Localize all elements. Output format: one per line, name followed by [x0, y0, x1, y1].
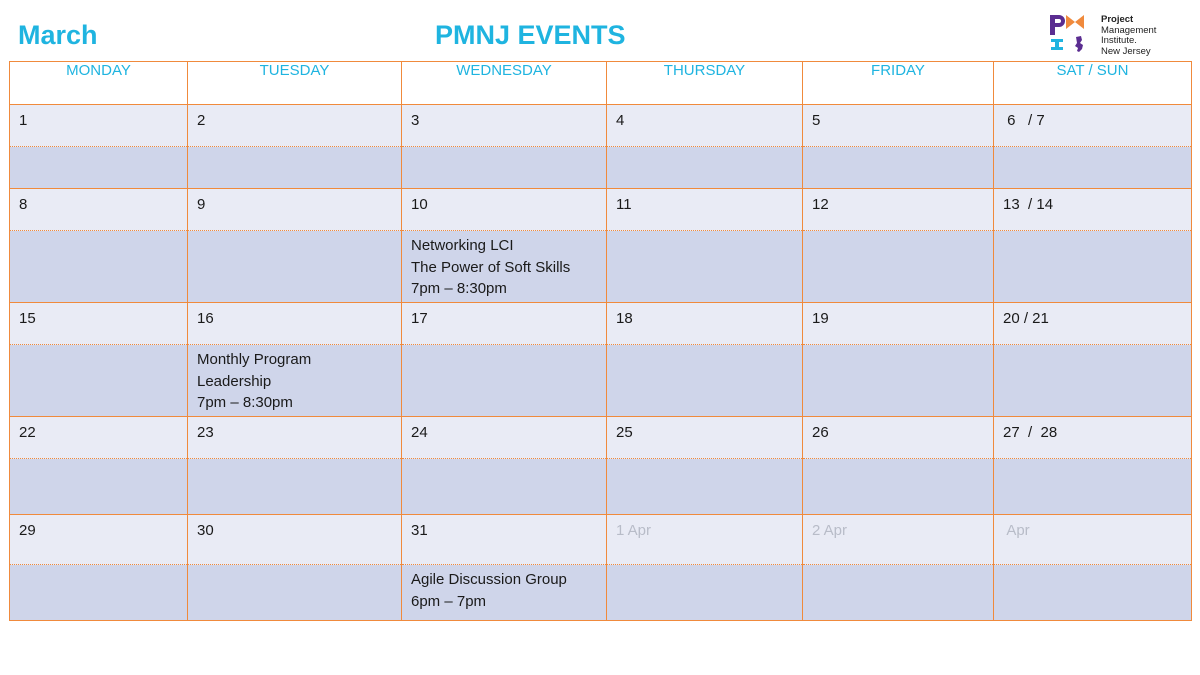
event-cell: [607, 345, 803, 417]
date-cell: 20 / 21: [994, 303, 1192, 345]
date-cell: 19: [803, 303, 994, 345]
date-cell: 25: [607, 417, 803, 459]
event-cell: [803, 565, 994, 621]
date-cell: 12: [803, 189, 994, 231]
event-cell: [803, 459, 994, 515]
event-cell: [803, 345, 994, 417]
date-cell: 15: [10, 303, 188, 345]
event-cell: [994, 231, 1192, 303]
event-subtitle: Leadership: [197, 372, 272, 390]
event-cell: [402, 231, 607, 303]
date-cell: 8: [10, 189, 188, 231]
logo-line: New Jersey: [1101, 45, 1151, 57]
date-cell: 31: [402, 515, 607, 565]
week-5-events: [10, 565, 1192, 621]
week-2-dates: [10, 189, 1192, 231]
event-cell: [402, 147, 607, 189]
weekday-header: TUESDAY: [188, 62, 402, 105]
event-cell: [607, 459, 803, 515]
calendar-grid: [9, 61, 1192, 621]
event-cell: [188, 231, 402, 303]
logo-line: Institute.: [1101, 35, 1137, 46]
event-cell: [607, 231, 803, 303]
event-cell: [188, 459, 402, 515]
date-cell: 3: [402, 105, 607, 147]
date-cell: 4: [607, 105, 803, 147]
weekday-header-row: [10, 62, 1192, 105]
event-cell: [10, 565, 188, 621]
page-title: PMNJ EVENTS: [435, 20, 626, 50]
week-4-dates: [10, 417, 1192, 459]
week-3-events: [10, 345, 1192, 417]
event-cell: [803, 231, 994, 303]
weekday-header: WEDNESDAY: [402, 62, 607, 105]
date-cell: 2: [188, 105, 402, 147]
weekday-header: MONDAY: [10, 62, 188, 105]
event-title: Monthly Program: [197, 351, 312, 368]
event-cell: [10, 345, 188, 417]
week-2-events: [10, 231, 1192, 303]
date-cell: 18: [607, 303, 803, 345]
date-cell: 6 / 7: [994, 105, 1192, 147]
date-cell: 30: [188, 515, 402, 565]
event-time: 7pm – 8:30pm: [197, 394, 293, 411]
date-cell: 22: [10, 417, 188, 459]
date-cell: 23: [188, 417, 402, 459]
event-time: 7pm – 8:30pm: [411, 280, 507, 297]
event-cell: [994, 565, 1192, 621]
event-cell: [402, 459, 607, 515]
date-cell: 17: [402, 303, 607, 345]
event-cell: [188, 345, 402, 417]
week-3-dates: [10, 303, 1192, 345]
event-cell: [994, 345, 1192, 417]
date-cell-next-month: 2 Apr: [803, 515, 994, 565]
date-cell: 10: [402, 189, 607, 231]
date-cell: 27 / 28: [994, 417, 1192, 459]
pmi-new-jersey-logo: [1048, 13, 1188, 55]
event-cell: [188, 565, 402, 621]
event-title: Networking LCI: [411, 237, 514, 254]
logo-wordmark: [1101, 15, 1156, 57]
weekday-header: THURSDAY: [607, 62, 803, 105]
date-cell: 29: [10, 515, 188, 565]
event-cell: [402, 345, 607, 417]
date-cell-next-month: Apr: [994, 515, 1192, 565]
date-cell: 5: [803, 105, 994, 147]
event-cell: [10, 459, 188, 515]
event-time: 6pm – 7pm: [411, 592, 487, 610]
date-cell: 13 / 14: [994, 189, 1192, 231]
event-cell: [994, 459, 1192, 515]
event-cell: [188, 147, 402, 189]
event-cell: [803, 147, 994, 189]
date-cell: 24: [402, 417, 607, 459]
date-cell: 16: [188, 303, 402, 345]
event-cell: [607, 565, 803, 621]
date-cell: 9: [188, 189, 402, 231]
date-cell: 1: [10, 105, 188, 147]
weekday-header: SAT / SUN: [994, 62, 1192, 105]
event-cell: [10, 147, 188, 189]
logo-line: Management: [1101, 24, 1157, 36]
date-cell: 11: [607, 189, 803, 231]
event-cell: [10, 231, 188, 303]
week-1-events: [10, 147, 1192, 189]
week-5-dates: [10, 515, 1192, 565]
date-cell: 26: [803, 417, 994, 459]
logo-line: Project: [1101, 14, 1134, 25]
event-cell: [607, 147, 803, 189]
week-1-dates: [10, 105, 1192, 147]
month-title: March: [18, 20, 98, 50]
date-cell-next-month: 1 Apr: [607, 515, 803, 565]
event-title: Agile Discussion Group: [411, 571, 567, 588]
event-cell: [994, 147, 1192, 189]
pmi-logo-icon: [1048, 13, 1092, 53]
weekday-header: FRIDAY: [803, 62, 994, 105]
week-4-events: [10, 459, 1192, 515]
event-subtitle: The Power of Soft Skills: [411, 258, 571, 276]
event-cell: [402, 565, 607, 621]
